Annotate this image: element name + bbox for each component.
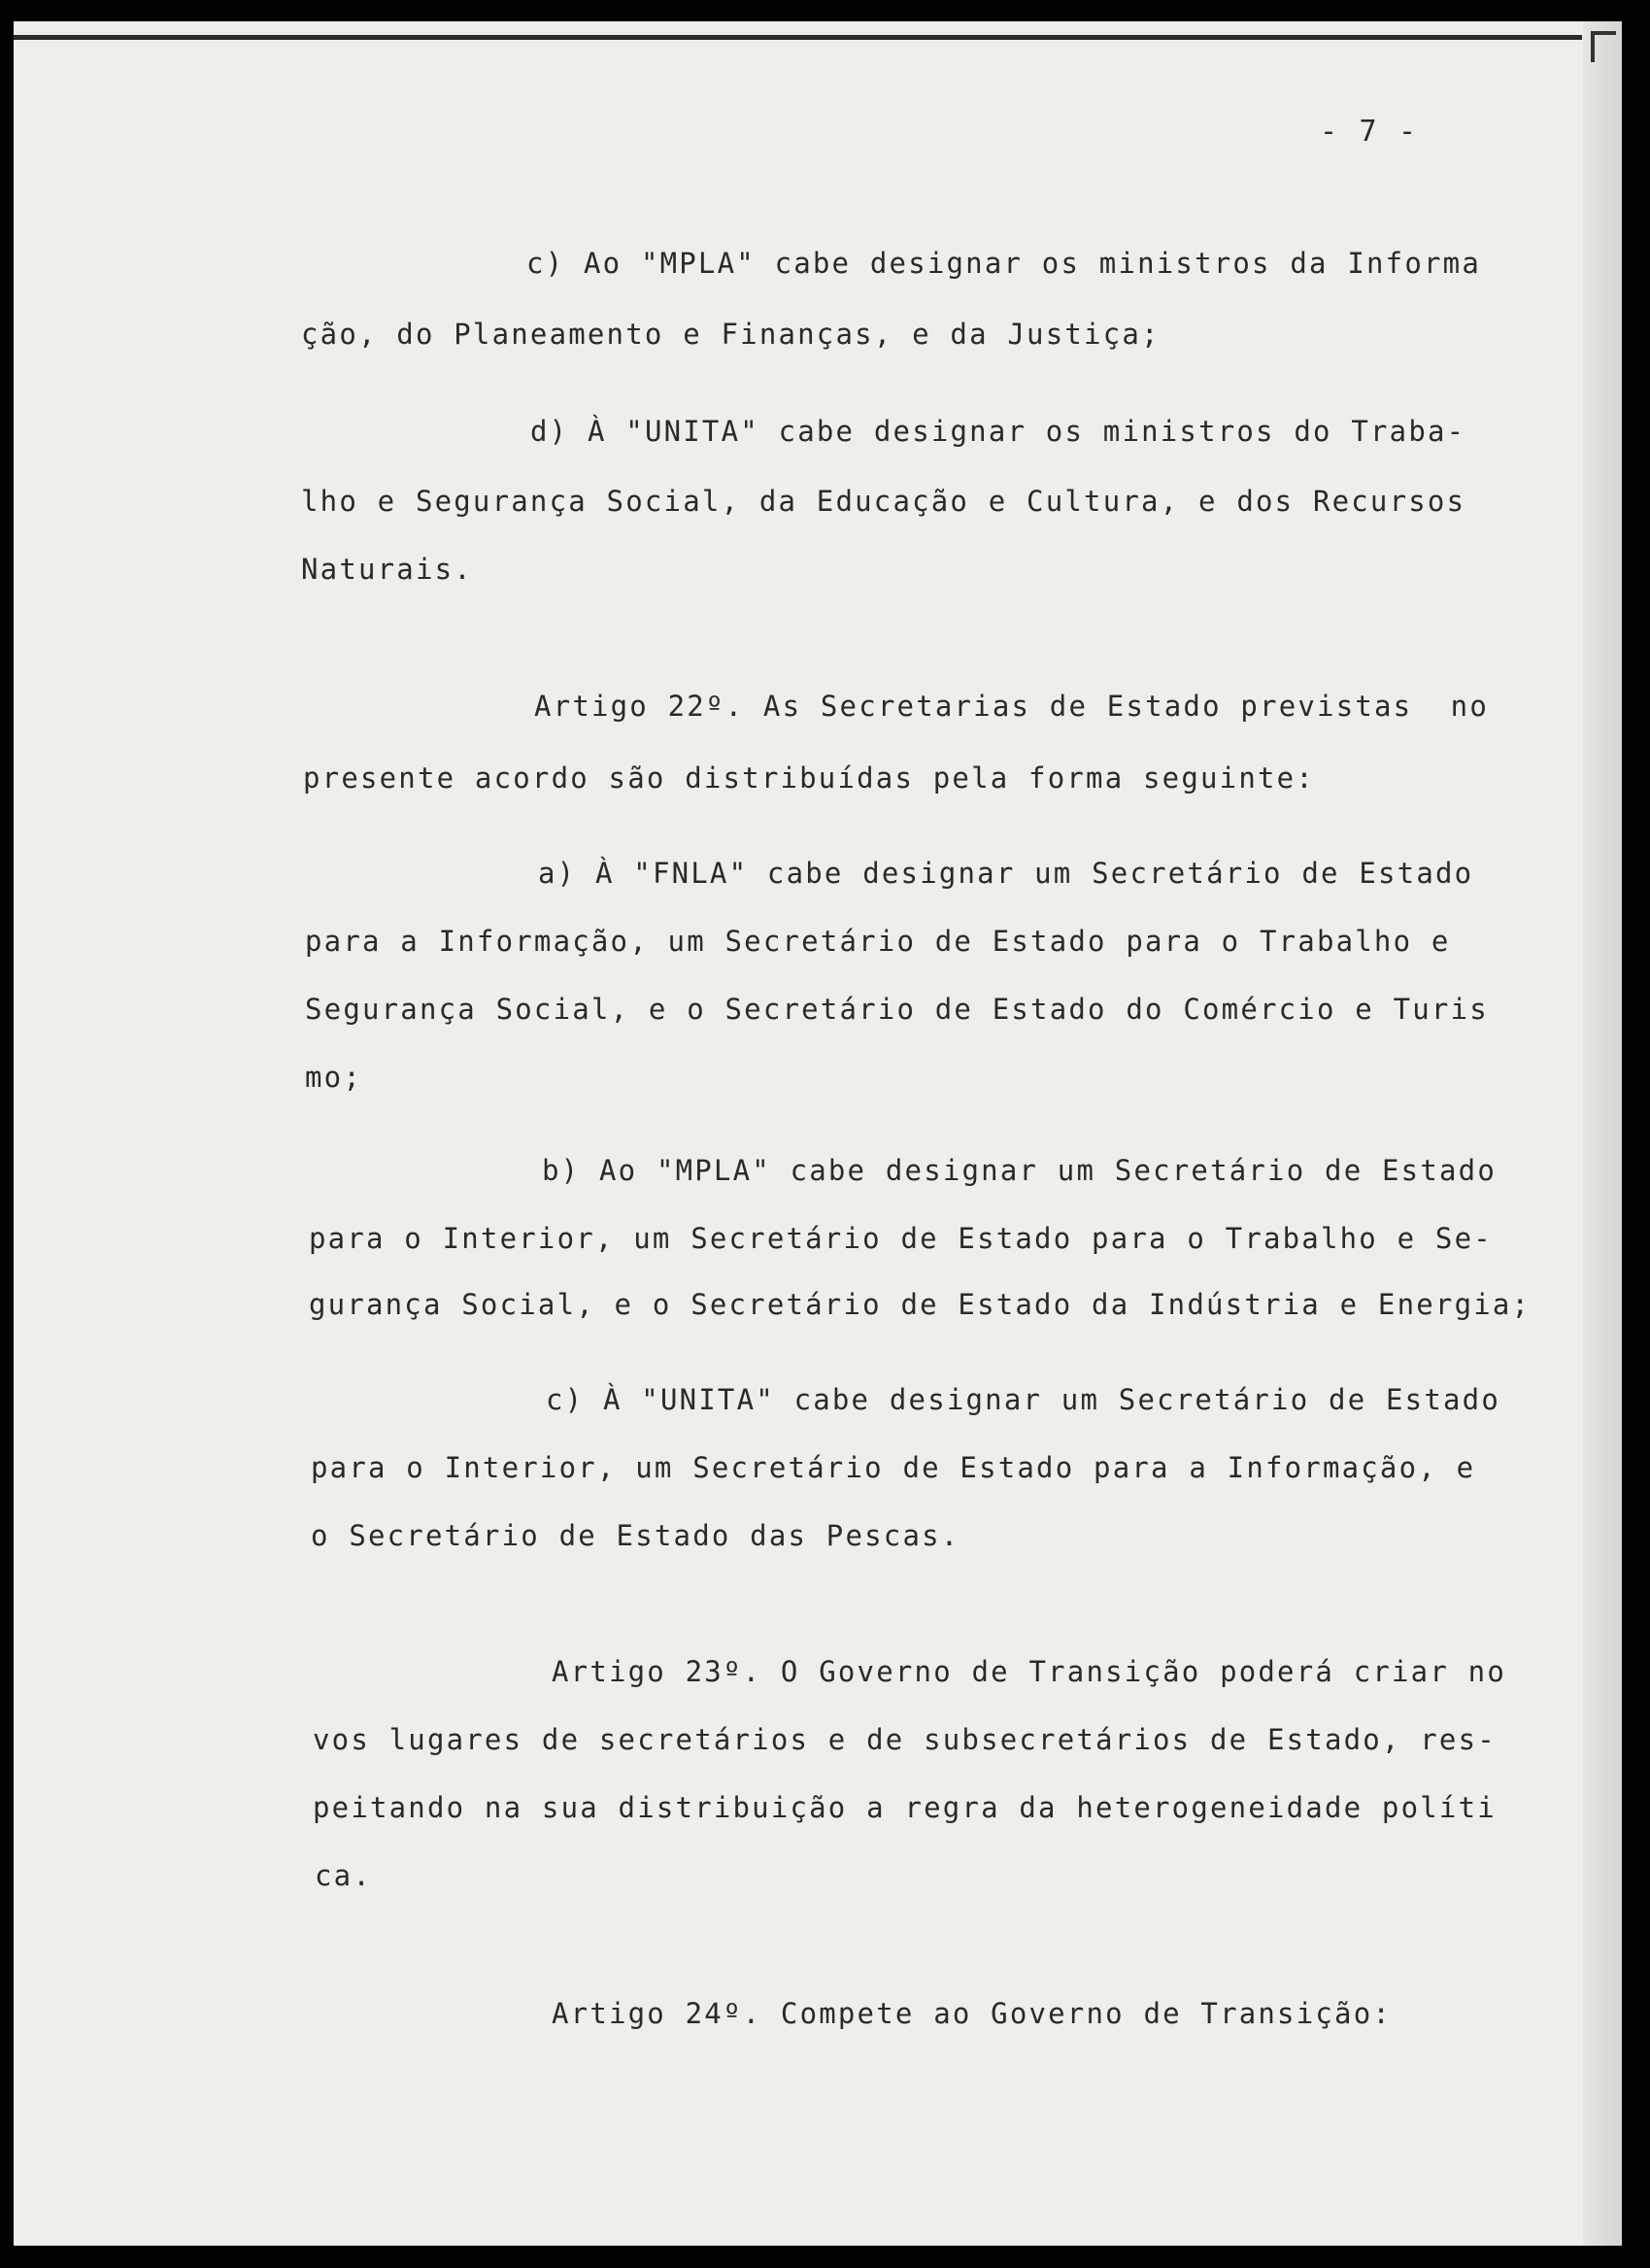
text-line-1: c) Ao "MPLA" cabe designar os ministros da Informa	[526, 247, 1481, 280]
corner-bracket-mark	[1591, 31, 1616, 62]
text-line-16: para o Interior, um Secretário de Estado para a Informação, e	[311, 1451, 1476, 1484]
text-line-18: Artigo 23º. O Governo de Transição poderá criar no	[552, 1655, 1506, 1688]
text-line-2: ção, do Planeamento e Finanças, e da Justiça;	[301, 318, 1161, 351]
text-line-12: b) Ao "MPLA" cabe designar um Secretário de Estado	[542, 1154, 1497, 1187]
text-line-11: mo;	[305, 1061, 362, 1094]
page-number: - 7 -	[1320, 115, 1419, 149]
text-line-15: c) À "UNITA" cabe designar um Secretário de Estado	[546, 1383, 1500, 1416]
page-edge-shadow	[1583, 21, 1622, 2246]
text-line-20: peitando na sua distribuição a regra da heterogeneidade políti	[313, 1791, 1497, 1824]
text-line-17: o Secretário de Estado das Pescas.	[311, 1519, 960, 1552]
text-line-3: d) À "UNITA" cabe designar os ministros do Traba-	[530, 415, 1466, 448]
text-line-9: para a Informação, um Secretário de Estado para o Trabalho e	[305, 925, 1451, 958]
text-line-4: lho e Segurança Social, da Educação e Cultura, e dos Recursos	[301, 485, 1466, 518]
text-line-14: gurança Social, e o Secretário de Estado da Indústria e Energia;	[309, 1288, 1532, 1321]
text-line-19: vos lugares de secretários e de subsecretários de Estado, res-	[313, 1723, 1497, 1756]
text-line-10: Segurança Social, e o Secretário de Estado do Comércio e Turis	[305, 993, 1489, 1026]
text-line-5: Naturais.	[301, 553, 473, 586]
document-page	[14, 21, 1622, 2246]
top-border-rule	[14, 35, 1582, 40]
text-line-7: presente acordo são distribuídas pela forma seguinte:	[303, 762, 1315, 795]
text-line-21: ca.	[315, 1859, 372, 1892]
text-line-22: Artigo 24º. Compete ao Governo de Transição:	[552, 1997, 1393, 2030]
text-line-6: Artigo 22º. As Secretarias de Estado previstas no	[534, 690, 1489, 723]
text-line-8: a) À "FNLA" cabe designar um Secretário de Estado	[538, 857, 1474, 890]
text-line-13: para o Interior, um Secretário de Estado para o Trabalho e Se-	[309, 1222, 1493, 1255]
